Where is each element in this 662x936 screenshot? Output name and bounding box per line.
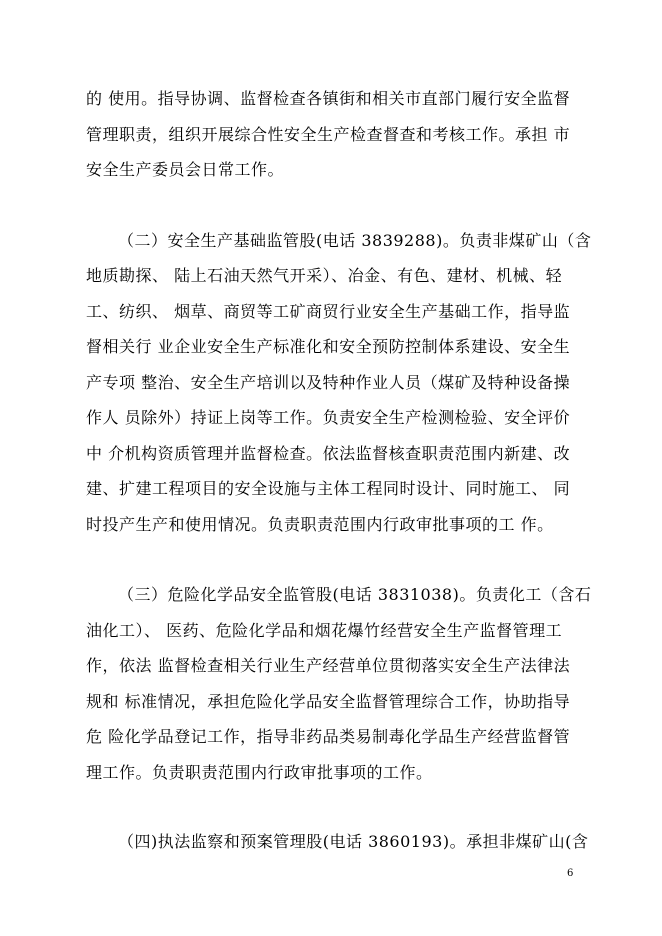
text-line: 地质勘探、 陆上石油天然气开采）、冶金、有色、建材、机械、轻 [86,266,563,285]
text-line: 安全生产委员会日常工作。 [86,160,285,179]
text-line: 危 险化学品登记工作，指导非药品类易制毒化学品生产经营监督管 [86,727,571,746]
page-number: 6 [567,868,574,879]
text-line: 工、纺织、 烟草、商贸等工矿商贸行业安全生产基础工作，指导监 [86,302,571,321]
text-line: 的 使用。指导协调、监督检查各镇街和相关市直部门履行安全监督 [86,89,571,108]
text-line: 中 介机构资质管理并监督检查。依法监督核查职责范围内新建、改 [86,444,571,463]
text-line: 规和 标准情况，承担危险化学品安全监督管理综合工作，协助指导 [86,692,571,711]
text-line: 督相关行 业企业安全生产标准化和安全预防控制体系建设、安全生 [86,337,571,356]
text-line: 时投产生产和使用情况。负责职责范围内行政审批事项的工 作。 [86,515,554,534]
text-line: 油化工）、 医药、危险化学品和烟花爆竹经营安全生产监督管理工 [86,621,563,640]
text-line: 作人 员除外）持证上岗等工作。负责安全生产检测检验、安全评价 [86,408,571,427]
text-line: 产专项 整治、安全生产培训以及特种作业人员（煤矿及特种设备操 [86,373,571,392]
text-line: 作，依法 监督检查相关行业生产经营单位贯彻落实安全生产法律法 [86,656,571,675]
text-line: 管理职责，组织开展综合性安全生产检查督查和考核工作。承担 市 [86,125,571,144]
text-line: 理工作。负责职责范围内行政审批事项的工作。 [86,763,433,782]
section-heading-line: （四)执法监察和预案管理股(电话 3860193)。承担非煤矿山(含 [118,832,589,851]
text-line: 建、扩建工程项目的安全设施与主体工程同时设计、同时施工、 同 [86,479,571,498]
section-heading-line: （三）危险化学品安全监管股(电话 3831038)。负责化工（含石 [118,585,592,604]
section-heading-line: （二）安全生产基础监管股(电话 3839288)。负责非煤矿山（含 [118,231,592,250]
